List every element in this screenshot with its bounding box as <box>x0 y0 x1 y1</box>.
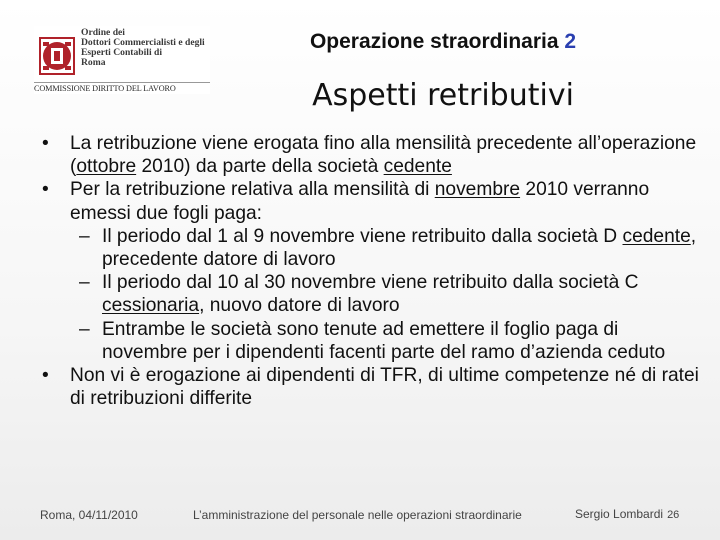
footer-author: Sergio Lombardi 26 <box>575 507 680 521</box>
dash-marker: – <box>79 272 90 294</box>
sub-bullet-2: – Il periodo dal 10 al 30 novembre viene retribuito dalla società C cessionaria, nuovo datore di lavoro <box>79 272 639 317</box>
slide-title: Operazione straordinaria 2 <box>309 30 577 53</box>
footer-date: Roma, 04/11/2010 <box>40 508 138 522</box>
title-number: 2 <box>564 30 577 53</box>
bullet-1: • La retribuzione viene erogata fino alla mensilità precedente all’operazione (ottobre 2010) da parte della società cedente <box>42 133 697 178</box>
sub-bullet-3: – Entrambe le società sono tenute ad emettere il foglio paga di novembre per i dipendenti facenti parte del ramo d’azienda ceduto <box>79 318 666 363</box>
bullet-marker: • <box>42 365 49 387</box>
page-number: 26 <box>667 509 680 521</box>
bullet-marker: • <box>42 133 49 154</box>
bullet-marker: • <box>42 179 49 201</box>
org-name: Ordine dei Dottori Commercialisti e degli Esperti Contabili di Roma <box>81 27 205 68</box>
footer-title: L’amministrazione del personale nelle operazioni straordinarie <box>193 508 522 522</box>
bullet-3: • Non vi è erogazione ai dipendenti di TFR, di ultime competenze né di ratei di retribuzioni differite <box>42 365 699 410</box>
dash-marker: – <box>79 225 90 247</box>
bullet-list <box>20 132 700 410</box>
sub-bullet-1: – Il periodo dal 1 al 9 novembre viene retribuito dalla società D cedente, precedente datore di lavoro <box>79 225 697 271</box>
dash-marker: – <box>79 318 90 340</box>
slide-subtitle: Aspetti retributivi <box>312 78 574 113</box>
bullet-2: • Per la retribuzione relativa alla mensilità di novembre 2010 verranno emessi due fogli paga: <box>42 179 650 224</box>
commission-name: COMMISSIONE DIRITTO DEL LAVORO <box>34 82 210 93</box>
